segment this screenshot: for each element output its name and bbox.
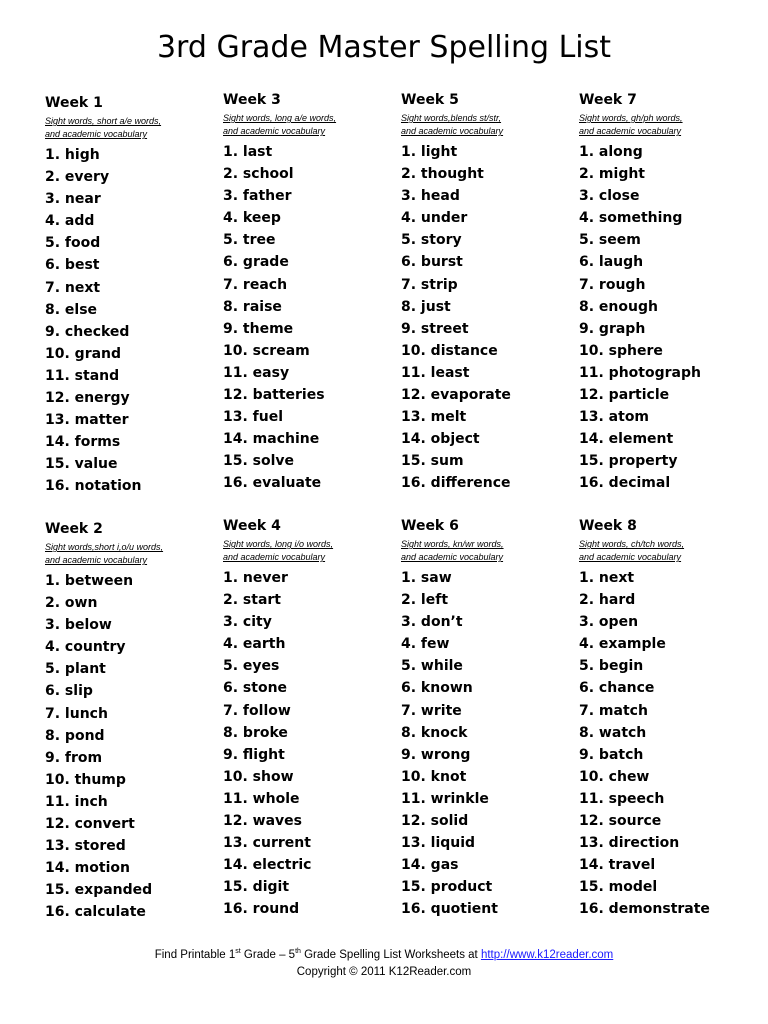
spelling-word: 11. whole [223,790,300,807]
week-title: Week 7 [579,92,637,108]
spelling-word: 4. example [579,636,666,653]
spelling-word: 15. property [579,453,678,470]
spelling-word: 13. atom [579,409,650,426]
spelling-word: 8. broke [223,724,288,741]
week-title: Week 8 [579,518,637,534]
week-subtitle [223,112,401,138]
spelling-word: 16. calculate [45,904,146,921]
spelling-word: 12. energy [45,390,130,407]
spelling-word: 14. forms [45,434,121,451]
spelling-word: 16. round [223,901,300,918]
spelling-word: 9. graph [579,320,646,337]
spelling-word: 6. burst [401,254,463,271]
spelling-word: 10. chew [579,768,650,785]
spelling-word: 1. light [401,144,458,160]
spelling-word: 6. laugh [579,254,644,271]
spelling-word: 2. start [223,592,282,609]
spelling-word: 15. product [401,879,493,896]
spelling-word: 16. difference [401,475,511,492]
spelling-word: 14. travel [579,857,656,874]
spelling-word: 13. direction [579,835,680,852]
footer-find-text: Find Printable 1 [154,949,236,961]
spelling-word: 6. best [45,257,100,274]
spelling-word: 3. near [45,191,101,208]
spelling-word: 6. chance [579,680,655,697]
week-subtitle-line: Sight words, short a/e words, [45,116,162,126]
week-subtitle-line: Sight words,short i,o/u words, [45,542,164,552]
spelling-word: 7. reach [223,276,288,293]
spelling-word: 14. object [401,431,480,448]
spelling-word: 7. rough [579,276,646,293]
spelling-word: 14. element [579,431,674,448]
spelling-word: 8. knock [401,724,468,741]
spelling-word: 6. stone [223,680,288,697]
spelling-word: 3. close [579,188,640,205]
spelling-word: 3. don’t [401,614,463,631]
word-list [45,570,223,924]
week-subtitle-line: Sight words, ch/tch words, [579,539,685,549]
spelling-word: 11. stand [45,367,120,384]
spelling-word: 4. something [579,210,683,227]
spelling-word: 5. begin [579,658,644,675]
spelling-word: 3. city [223,614,272,631]
spelling-word: 14. machine [223,431,320,448]
week-title: Week 2 [45,521,103,537]
week-title: Week 3 [223,92,281,108]
spelling-word: 2. thought [401,166,484,183]
week-subtitle-line: Sight words, long i/o words, [223,539,334,549]
spelling-word: 13. stored [45,838,126,855]
week-subtitle-line: and academic vocabulary [45,129,148,139]
spelling-word: 14. motion [45,860,130,877]
spelling-word: 8. raise [223,298,282,315]
week-title: Week 1 [45,95,103,111]
word-list [223,141,401,495]
spelling-word: 12. evaporate [401,387,511,404]
week-subtitle-line: and academic vocabulary [401,126,504,136]
spelling-word: 5. food [45,235,101,252]
spelling-word: 7. follow [223,702,291,719]
week-subtitle-line: and academic vocabulary [579,126,682,136]
footer [0,947,768,981]
spelling-word: 7. next [45,279,101,296]
spelling-word: 9. wrong [401,746,471,763]
spelling-word: 13. fuel [223,409,284,426]
spelling-word: 6. known [401,680,473,697]
spelling-word: 3. father [223,188,292,205]
week-6-section [401,518,579,921]
spelling-word: 13. liquid [401,835,476,852]
spelling-word: 2. every [45,169,110,186]
week-subtitle [401,538,579,564]
week-3-section [223,92,401,495]
spelling-word: 12. waves [223,813,303,830]
week-title: Week 5 [401,92,459,108]
spelling-word: 13. current [223,835,311,852]
spelling-word: 15. digit [223,879,290,896]
word-list [223,567,401,921]
spelling-word: 10. knot [401,768,467,785]
week-subtitle [579,112,757,138]
week-title: Week 6 [401,518,459,534]
spelling-word: 15. value [45,456,118,473]
week-subtitle-line: Sight words, kn/wr words, [401,539,504,549]
spelling-word: 12. particle [579,387,670,404]
spelling-word: 6. grade [223,254,289,271]
week-4-section [223,518,401,921]
spelling-word: 14. electric [223,857,312,874]
spelling-word: 12. batteries [223,387,325,404]
word-list [45,144,223,498]
week-subtitle-line: and academic vocabulary [223,552,326,562]
spelling-word: 12. solid [401,813,469,830]
spelling-word: 10. distance [401,342,498,359]
page-title: 3rd Grade Master Spelling List [156,30,612,65]
spelling-word: 3. below [45,617,112,634]
spelling-word: 10. show [223,768,294,785]
spelling-word: 1. saw [401,570,452,586]
spelling-word: 5. tree [223,232,276,249]
week-subtitle [579,538,757,564]
spelling-word: 9. theme [223,320,294,337]
week-subtitle-line: and academic vocabulary [45,555,148,565]
spelling-word: 5. while [401,658,463,675]
spelling-word: 1. last [223,144,273,160]
spelling-word: 11. speech [579,790,665,807]
week-5-section [401,92,579,495]
spelling-word: 11. easy [223,364,290,381]
spelling-word: 1. high [45,147,100,163]
week-subtitle-line: and academic vocabulary [579,552,682,562]
spelling-word: 15. model [579,879,658,896]
week-subtitle-line: and academic vocabulary [401,552,504,562]
week-subtitle [223,538,401,564]
spelling-word: 8. pond [45,727,105,744]
spelling-word: 13. matter [45,412,129,429]
footer-worksheets-text: Grade Spelling List Worksheets at [300,949,481,961]
spelling-word: 7. write [401,702,462,719]
spelling-word: 13. melt [401,409,467,426]
spelling-word: 1. along [579,144,643,160]
footer-find-line [0,947,768,964]
spelling-word: 9. flight [223,746,285,763]
spelling-word: 2. own [45,595,98,612]
spelling-word: 15. expanded [45,882,153,899]
footer-fifth-sup: th [295,948,301,956]
spelling-word: 16. quotient [401,901,498,918]
week-subtitle-line: Sight words, gh/ph words, [579,113,683,123]
spelling-word: 7. match [579,702,648,719]
spelling-word: 4. few [401,636,450,653]
spelling-word: 9. checked [45,323,130,340]
spelling-word: 5. seem [579,232,641,249]
spelling-word: 4. country [45,639,126,656]
spelling-word: 11. wrinkle [401,790,489,807]
spelling-word: 5. plant [45,661,106,678]
spelling-word: 16. notation [45,478,142,495]
spelling-word: 4. add [45,213,95,230]
spelling-word: 11. least [401,364,470,381]
word-list [401,141,579,495]
spelling-word: 2. hard [579,592,636,609]
spelling-word: 4. under [401,210,468,227]
spelling-word: 10. grand [45,345,122,362]
week-subtitle [45,115,223,141]
footer-first-sup: st [235,948,241,956]
spelling-word: 14. gas [401,857,459,874]
word-list [579,141,757,495]
spelling-word: 8. else [45,301,98,318]
week-title: Week 4 [223,518,281,534]
spelling-word: 9. from [45,749,103,766]
spelling-word: 10. scream [223,342,310,359]
spelling-word: 9. batch [579,746,644,763]
week-2-section [45,521,223,924]
spelling-word: 3. head [401,188,460,205]
week-8-section [579,518,757,921]
spelling-word: 4. earth [223,636,286,653]
week-subtitle-line: Sight words,blends st/str, [401,113,502,123]
spelling-word: 9. street [401,320,469,337]
spelling-word: 15. sum [401,453,464,470]
spelling-word: 7. lunch [45,705,108,722]
week-7-section [579,92,757,495]
spelling-word: 2. left [401,592,449,609]
spelling-word: 12. convert [45,816,135,833]
week-subtitle [401,112,579,138]
footer-grade-range: Grade – 5 [240,949,296,961]
spelling-word: 1. never [223,570,288,586]
spelling-word: 8. enough [579,298,658,315]
spelling-word: 7. strip [401,276,458,293]
spelling-word: 11. photograph [579,364,701,381]
copyright: Copyright © 2011 K12Reader.com [296,966,472,978]
spelling-word: 10. sphere [579,342,663,359]
spelling-word: 5. eyes [223,658,280,675]
week-subtitle-line: and academic vocabulary [223,126,326,136]
spelling-word: 15. solve [223,453,295,470]
week-subtitle-line: Sight words, long a/e words, [223,113,337,123]
spelling-word: 2. might [579,166,646,183]
word-list [579,567,757,921]
spelling-word: 16. decimal [579,475,671,492]
k12reader-link[interactable]: http://www.k12reader.com [480,949,614,961]
spelling-word: 4. keep [223,210,281,227]
spelling-word: 8. watch [579,724,647,741]
spelling-word: 12. source [579,813,662,830]
spelling-word: 6. slip [45,683,93,700]
spelling-word: 16. evaluate [223,475,322,492]
spelling-word: 3. open [579,614,639,631]
spelling-word: 5. story [401,232,462,249]
spelling-word: 16. demonstrate [579,901,710,918]
week-1-section [45,95,223,498]
spelling-word: 1. next [579,570,635,586]
week-subtitle [45,541,223,567]
spelling-word: 2. school [223,166,294,183]
word-list [401,567,579,921]
spelling-word: 10. thump [45,771,126,788]
spelling-word: 8. just [401,298,451,315]
spelling-word: 11. inch [45,793,108,810]
spelling-word: 1. between [45,573,134,589]
